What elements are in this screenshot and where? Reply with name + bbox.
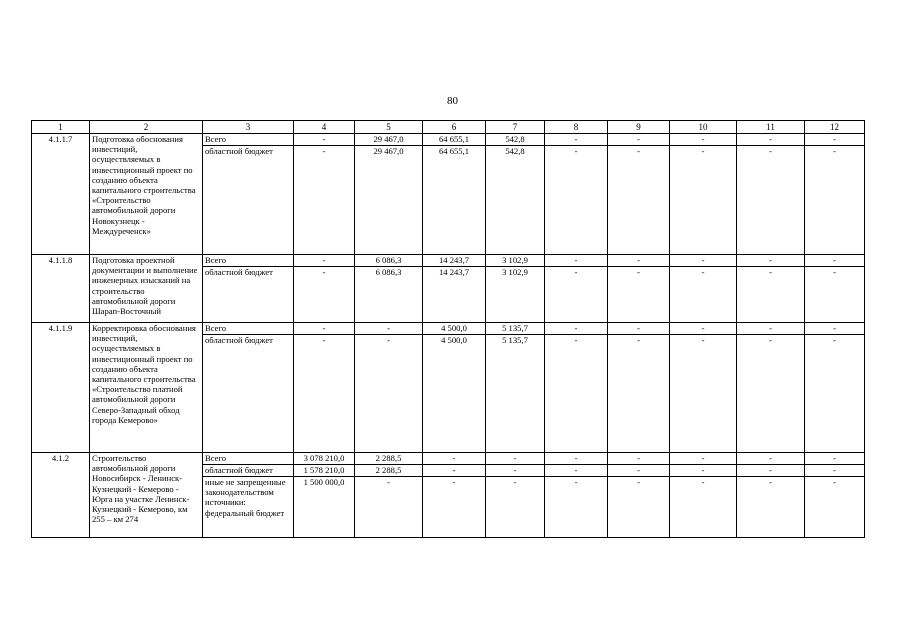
column-header: 5 xyxy=(355,121,423,134)
value-cell: - xyxy=(608,453,670,465)
value-cell: - xyxy=(670,323,737,335)
funding-source: областной бюджет xyxy=(203,146,294,255)
value-cell: - xyxy=(670,335,737,453)
value-cell: - xyxy=(294,146,355,255)
value-cell: - xyxy=(608,255,670,267)
value-cell: - xyxy=(805,335,865,453)
column-header: 8 xyxy=(545,121,608,134)
value-cell: - xyxy=(737,134,805,146)
value-cell: - xyxy=(486,453,545,465)
value-cell: - xyxy=(608,477,670,538)
value-cell: - xyxy=(805,267,865,323)
budget-table xyxy=(31,120,865,538)
row-name: Строительство автомобильной дороги Новосибирск - Ленинск-Кузнецкий - Кемерово - Юрга на участке Ленинск-Кузнецкий - Кемерово, км 255 – км 274 xyxy=(90,453,203,538)
funding-source: областной бюджет xyxy=(203,267,294,323)
value-cell: - xyxy=(737,453,805,465)
value-cell: - xyxy=(805,477,865,538)
column-header: 3 xyxy=(203,121,294,134)
value-cell: - xyxy=(608,146,670,255)
value-cell: 5 135,7 xyxy=(486,335,545,453)
value-cell: - xyxy=(737,146,805,255)
value-cell: - xyxy=(294,134,355,146)
value-cell: - xyxy=(294,335,355,453)
header-row xyxy=(32,121,865,134)
value-cell: 4 500,0 xyxy=(423,335,486,453)
value-cell: 14 243,7 xyxy=(423,255,486,267)
column-header: 9 xyxy=(608,121,670,134)
table-row xyxy=(32,134,865,146)
value-cell: - xyxy=(545,146,608,255)
value-cell: - xyxy=(670,255,737,267)
value-cell: - xyxy=(355,323,423,335)
value-cell: - xyxy=(545,465,608,477)
value-cell: 14 243,7 xyxy=(423,267,486,323)
table-row xyxy=(32,255,865,267)
value-cell: - xyxy=(805,323,865,335)
value-cell: 29 467,0 xyxy=(355,146,423,255)
column-header: 4 xyxy=(294,121,355,134)
value-cell: - xyxy=(805,134,865,146)
value-cell: - xyxy=(545,477,608,538)
column-header: 2 xyxy=(90,121,203,134)
value-cell: 4 500,0 xyxy=(423,323,486,335)
value-cell: - xyxy=(294,267,355,323)
value-cell: 29 467,0 xyxy=(355,134,423,146)
value-cell: - xyxy=(737,255,805,267)
value-cell: 6 086,3 xyxy=(355,255,423,267)
value-cell: - xyxy=(423,477,486,538)
value-cell: - xyxy=(805,146,865,255)
value-cell: - xyxy=(545,134,608,146)
value-cell: - xyxy=(608,323,670,335)
value-cell: - xyxy=(670,267,737,323)
row-name: Подготовка обоснования инвестиций, осуществляемых в инвестиционный проект по созданию объекта капитального строительства «Строительство автомобильной дороги Новокузнецк - Междуреченск» xyxy=(90,134,203,255)
row-code: 4.1.2 xyxy=(32,453,90,538)
value-cell: - xyxy=(737,323,805,335)
value-cell: - xyxy=(423,453,486,465)
value-cell: 3 102,9 xyxy=(486,255,545,267)
value-cell: - xyxy=(670,453,737,465)
column-header: 10 xyxy=(670,121,737,134)
value-cell: - xyxy=(294,255,355,267)
value-cell: 2 288,5 xyxy=(355,465,423,477)
funding-source: Всего xyxy=(203,323,294,335)
value-cell: 3 102,9 xyxy=(486,267,545,323)
funding-source: иные не запрещенные законодательством источники: федеральный бюджет xyxy=(203,477,294,538)
column-header: 1 xyxy=(32,121,90,134)
value-cell: - xyxy=(737,267,805,323)
row-name: Корректировка обоснования инвестиций, осуществляемых в инвестиционный проект по созданию объекта капитального строительства «Строительство платной автомобильной дороги Северо-Западный обход города Кемерово» xyxy=(90,323,203,453)
funding-source: областной бюджет xyxy=(203,335,294,453)
value-cell: - xyxy=(294,323,355,335)
value-cell: - xyxy=(608,267,670,323)
value-cell: - xyxy=(355,477,423,538)
value-cell: 2 288,5 xyxy=(355,453,423,465)
value-cell: - xyxy=(608,335,670,453)
funding-source: Всего xyxy=(203,453,294,465)
funding-source: Всего xyxy=(203,134,294,146)
page-number: 80 xyxy=(447,95,458,107)
value-cell: - xyxy=(737,477,805,538)
value-cell: 1 578 210,0 xyxy=(294,465,355,477)
value-cell: 64 655,1 xyxy=(423,146,486,255)
row-name: Подготовка проектной документации и выполнение инженерных изысканий на строительство автомобильной дороги Шарап-Восточный xyxy=(90,255,203,323)
value-cell: - xyxy=(737,465,805,477)
value-cell: 542,8 xyxy=(486,146,545,255)
value-cell: - xyxy=(670,146,737,255)
row-code: 4.1.1.9 xyxy=(32,323,90,453)
value-cell: - xyxy=(355,335,423,453)
value-cell: - xyxy=(486,477,545,538)
value-cell: - xyxy=(423,465,486,477)
value-cell: 6 086,3 xyxy=(355,267,423,323)
column-header: 7 xyxy=(486,121,545,134)
value-cell: - xyxy=(545,323,608,335)
value-cell: - xyxy=(545,267,608,323)
value-cell: - xyxy=(805,465,865,477)
value-cell: 3 078 210,0 xyxy=(294,453,355,465)
value-cell: - xyxy=(805,453,865,465)
value-cell: 5 135,7 xyxy=(486,323,545,335)
value-cell: - xyxy=(608,465,670,477)
value-cell: - xyxy=(670,465,737,477)
value-cell: 64 655,1 xyxy=(423,134,486,146)
column-header: 12 xyxy=(805,121,865,134)
value-cell: 542,8 xyxy=(486,134,545,146)
value-cell: - xyxy=(805,255,865,267)
row-code: 4.1.1.8 xyxy=(32,255,90,323)
value-cell: - xyxy=(670,134,737,146)
value-cell: - xyxy=(545,335,608,453)
value-cell: - xyxy=(670,477,737,538)
funding-source: областной бюджет xyxy=(203,465,294,477)
value-cell: - xyxy=(608,134,670,146)
value-cell: 1 500 000,0 xyxy=(294,477,355,538)
value-cell: - xyxy=(545,453,608,465)
funding-source: Всего xyxy=(203,255,294,267)
column-header: 6 xyxy=(423,121,486,134)
table-row xyxy=(32,453,865,465)
value-cell: - xyxy=(486,465,545,477)
value-cell: - xyxy=(737,335,805,453)
column-header: 11 xyxy=(737,121,805,134)
table-row xyxy=(32,323,865,335)
table-body xyxy=(32,121,865,538)
row-code: 4.1.1.7 xyxy=(32,134,90,255)
value-cell: - xyxy=(545,255,608,267)
